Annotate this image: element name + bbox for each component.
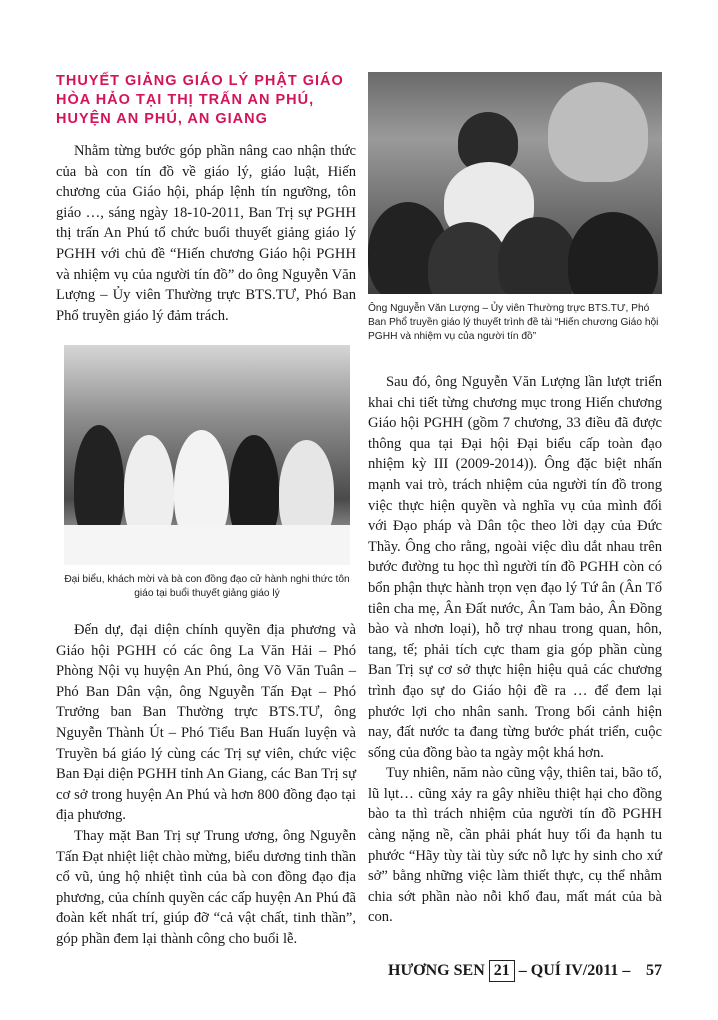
issue-number: 21 (489, 960, 515, 982)
caption-speaker: Ông Nguyễn Văn Lượng – Ủy viên Thường trực BTS.TƯ, Phó Ban Phổ truyền giáo lý thuyết trình đề tài “Hiến chương Giáo hội PGHH và nhiệm vụ của người tín đồ” (368, 303, 659, 342)
article-title: THUYẾT GIẢNG GIÁO LÝ PHẬT GIÁO HÒA HẢO TẠI THỊ TRẤN AN PHÚ, HUYỆN AN PHÚ, AN GIANG (56, 73, 344, 127)
page-footer (388, 958, 678, 984)
quarter-label: – QUÍ IV/2011 – (518, 962, 631, 979)
right-column (368, 372, 662, 928)
caption-crowd: Đại biểu, khách mời và bà con đồng đạo cử hành nghi thức tôn giáo tại buổi thuyết giảng giáo lý (64, 574, 350, 599)
paragraph: Nhằm từng bước góp phần nâng cao nhận thức của bà con tín đồ về giáo lý, giáo luật, Hiến chương của Giáo hội, pháp lệnh tín ngưỡng, tôn giáo …, sáng ngày 18-10-2011, Ban Trị sự PGHH thị trấn An Phú tổ chức buổi thuyết giảng giáo lý PGHH với chủ đề “Hiến chương Giáo hội PGHH và nhiệm vụ của người tín đồ” do ông Nguyễn Văn Lượng – Ủy viên Thường trực BTS.TƯ, Phó Ban Phổ truyền giáo lý đảm trách. (56, 143, 356, 324)
paragraph: Đến dự, đại diện chính quyền địa phương và Giáo hội PGHH có các ông La Văn Hải – Phó Phòng Nội vụ huyện An Phú, ông Võ Văn Tuân – Phó Ban Dân vận, ông Nguyễn Tấn Đạt – Phó Trưởng ban Ban Thường trực BTS.TƯ, ông Nguyễn Thành Út – Phó Tiểu Ban Huấn luyện và Truyền bá giáo lý cùng các Trị sự viên, chức việc Ban Đại diện PGHH tỉnh An Giang, các Ban Trị sự cơ sở trong huyện An Phú và hơn 800 đồng đạo tại địa phương. (56, 622, 356, 824)
paragraph: Thay mặt Ban Trị sự Trung ương, ông Nguyễn Tấn Đạt nhiệt liệt chào mừng, biểu dương tinh thần cổ vũ, ủng hộ nhiệt tình của bà con đồng đạo địa phương, của chính quyền các cấp huyện An Phú đã đoàn kết nhất trí, giúp đỡ “cả vật chất, tinh thần”, góp phần đem lại thành công cho buổi lễ. (56, 827, 356, 947)
page-number: 57 (646, 962, 662, 979)
crowd-photo (64, 345, 350, 565)
paragraph: Sau đó, ông Nguyễn Văn Lượng lần lượt triển khai chi tiết từng chương mục trong Hiến chương Giáo hội PGHH (gồm 7 chương, 33 điều đã được thông qua tại Đại hội Đại biểu cấp toàn đạo nhiệm kỳ III (2009-2014)). Ông đặc biệt nhấn mạnh vai trò, trách nhiệm của người tín đồ trong việc thực hiện quyền và nghĩa vụ của mình đối với Đạo pháp và Dân tộc theo lời dạy của Đức Thầy. Ông cho rằng, ngoài việc dìu dắt nhau trên bước đường tu học thì người tín đồ PGHH còn có bổn phận thực hành trọn vẹn đạo lý Tứ ân (Ân Tổ tiên cha mẹ, Ân Đất nước, Ân Tam bảo, Ân Đồng bào và nhơn loại), hỗ trợ nhau trong quan, hôn, tang, tế; phải tích cực tham gia góp phần cùng Ban Trị sự cơ sở thực hiện hiệu quả các chương trình đạo sự do Giáo hội đề ra … để đem lại phước lợi cho nhân sanh. Trong bối cảnh hiện nay, đất nước ta đang từng bước phát triển, cuộc sống của đồng bào ta ngày một khá hơn. (368, 374, 662, 761)
left-column-top (56, 141, 356, 326)
paragraph: Tuy nhiên, năm nào cũng vậy, thiên tai, bão tố, lũ lụt… cũng xảy ra gây nhiều thiệt hại cho đồng bào ta thì trách nhiệm của người tín đồ PGHH càng nặng nề, cần phải phát huy tối đa hạnh tu phước “Hãy tùy tài tùy sức nỗ lực hy sinh cho xứ sở” bằng những việc làm thiết thực, cụ thể nhằm chia sớt phần nào nỗi khổ đau, mất mát của bà con. (368, 765, 662, 926)
magazine-name: HƯƠNG SEN (388, 962, 485, 979)
left-column-bottom (56, 620, 356, 950)
speaker-photo (368, 72, 662, 294)
